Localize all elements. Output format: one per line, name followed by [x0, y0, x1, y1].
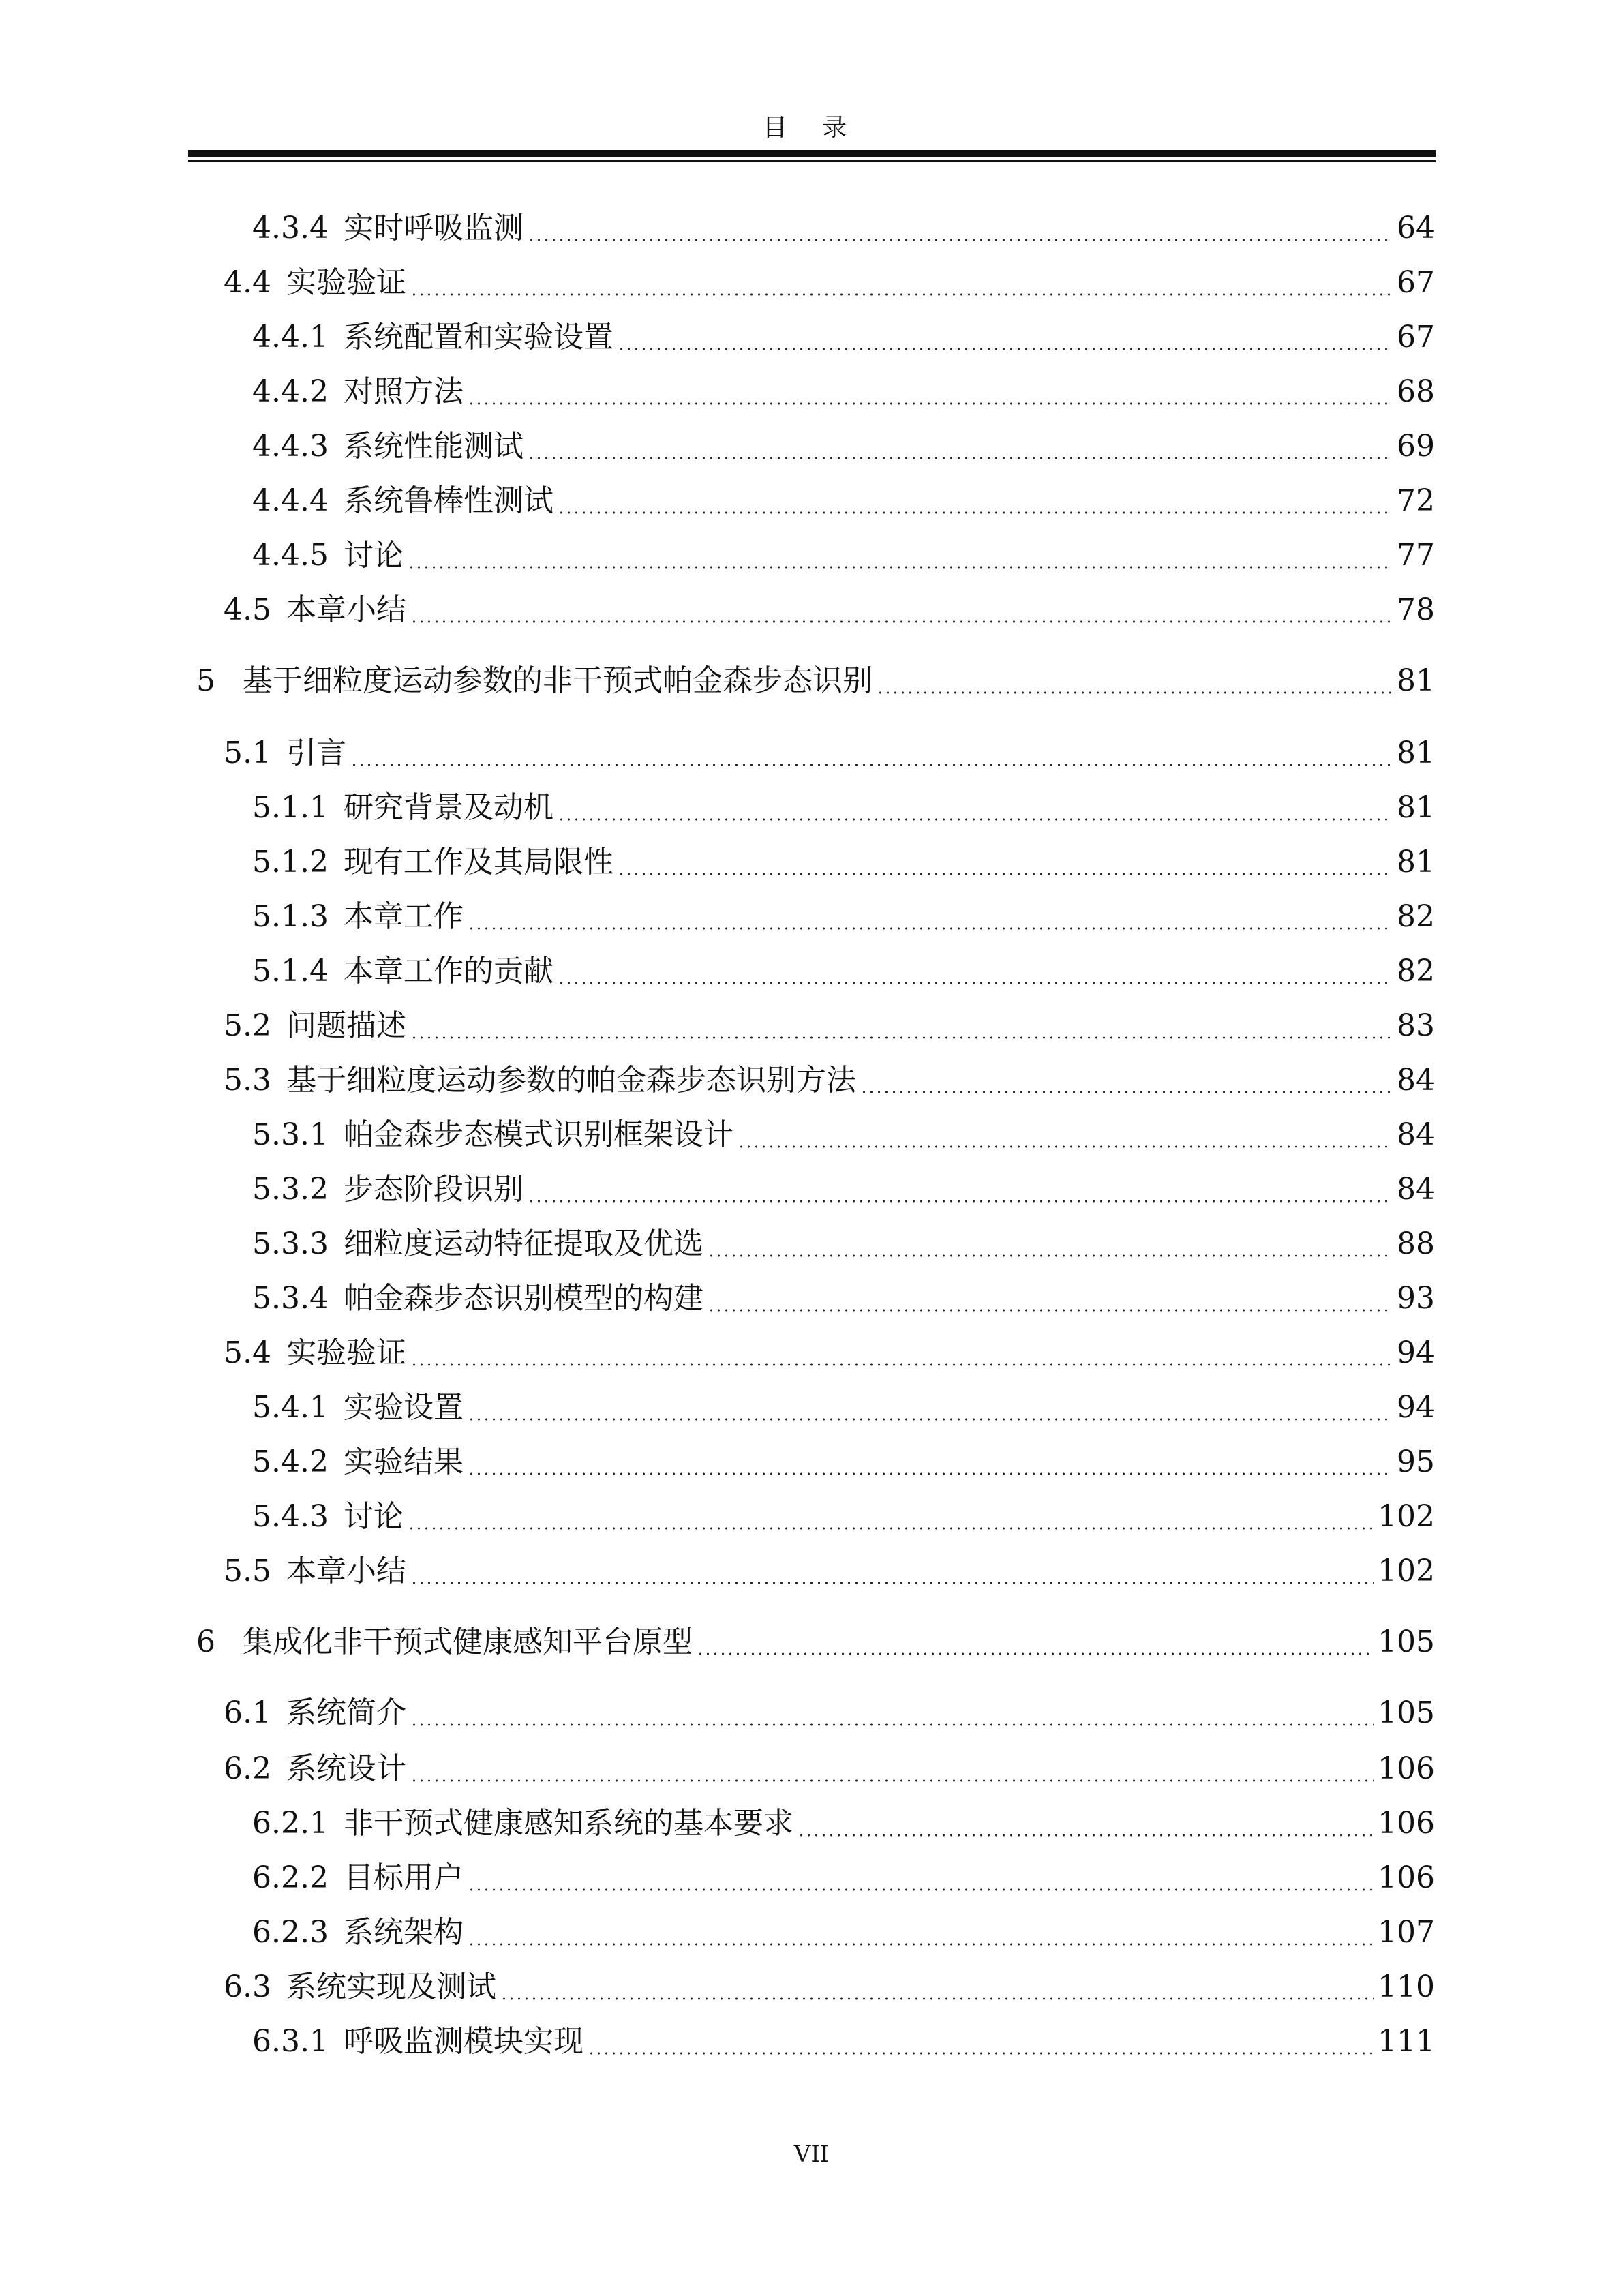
toc-dot-leader: [558, 982, 1393, 984]
toc-dot-leader: [618, 873, 1393, 875]
toc-entry-number: 5.3.1: [252, 1117, 329, 1152]
toc-entry-number: 4.4.2: [252, 374, 329, 409]
toc-entry-title: 实时呼吸监测: [343, 211, 524, 245]
toc-entry[interactable]: [252, 479, 1435, 524]
header-rule-thin: [188, 160, 1436, 162]
toc-entry-page: 81: [1397, 736, 1435, 770]
toc-entry[interactable]: [252, 533, 1435, 578]
toc-entry[interactable]: [224, 1549, 1435, 1594]
toc-entry-page: 110: [1378, 1969, 1435, 2004]
toc-entry-number: 4.4.3: [252, 429, 329, 464]
toc-entry-title: 研究背景及动机: [343, 790, 553, 825]
toc-entry[interactable]: [252, 1801, 1435, 1846]
toc-dot-leader: [860, 1091, 1393, 1093]
toc-entry-title: 系统性能测试: [343, 429, 524, 464]
toc-dot-leader: [877, 691, 1393, 694]
toc-entry-page: 82: [1397, 954, 1435, 988]
toc-entry-page: 81: [1397, 790, 1435, 825]
toc-entry[interactable]: [252, 1113, 1435, 1158]
toc-entry-page: 106: [1378, 1751, 1435, 1786]
toc-dot-leader: [528, 457, 1393, 459]
toc-entry-page: 68: [1397, 374, 1435, 409]
toc-dot-leader: [350, 764, 1393, 766]
toc-entry-number: 5.3.3: [252, 1226, 329, 1261]
toc-entry-number: 6.2: [224, 1751, 271, 1786]
toc-entry[interactable]: [252, 1385, 1435, 1430]
toc-dot-leader: [410, 620, 1393, 623]
toc-entry-page: 67: [1397, 320, 1435, 354]
toc-entry-page: 95: [1397, 1445, 1435, 1479]
toc-entry-title: 本章工作的贡献: [343, 954, 553, 988]
toc-entry-title: 引言: [286, 736, 346, 770]
toc-dot-leader: [410, 293, 1393, 296]
toc-dot-leader: [468, 1888, 1374, 1891]
toc-dot-leader: [410, 1723, 1374, 1726]
toc-dot-leader: [468, 402, 1393, 405]
toc-entry-page: 111: [1378, 2024, 1435, 2059]
toc-entry-number: 5.2: [224, 1008, 271, 1043]
toc-entry[interactable]: [224, 1331, 1435, 1376]
toc-entry[interactable]: [252, 1222, 1435, 1267]
toc-entry[interactable]: [252, 1494, 1435, 1539]
toc-dot-leader: [528, 239, 1393, 241]
toc-dot-leader: [558, 818, 1393, 821]
page-number: VII: [793, 2141, 830, 2168]
toc-dot-leader: [708, 1254, 1393, 1257]
toc-dot-leader: [410, 1779, 1374, 1782]
toc-dot-leader: [410, 1036, 1393, 1039]
toc-dot-leader: [468, 1418, 1393, 1421]
toc-entry[interactable]: [252, 1440, 1435, 1485]
toc-entry-title: 本章工作: [343, 899, 464, 934]
toc-entry-number: 6.2.1: [252, 1806, 329, 1841]
toc-entry-title: 对照方法: [343, 374, 464, 409]
toc-entry-title: 问题描述: [286, 1008, 406, 1043]
toc-entry[interactable]: [252, 1910, 1435, 1955]
toc-entry-number: 4.5: [224, 592, 271, 627]
toc-entry[interactable]: [224, 260, 1435, 305]
toc-entry[interactable]: [252, 206, 1435, 251]
toc-entry-page: 94: [1397, 1390, 1435, 1425]
toc-chapter-entry[interactable]: [196, 1620, 1435, 1665]
toc-entry-title: 集成化非干预式健康感知平台原型: [243, 1625, 693, 1659]
toc-dot-leader: [528, 1200, 1393, 1203]
toc-entry-number: 4.4.5: [252, 538, 329, 573]
toc-entry-title: 基于细粒度运动参数的非干预式帕金森步态识别: [243, 663, 873, 698]
toc-entry[interactable]: [252, 949, 1435, 994]
toc-entry-page: 84: [1397, 1172, 1435, 1207]
toc-entry-number: 6.3.1: [252, 2024, 329, 2059]
toc-entry-title: 现有工作及其局限性: [343, 845, 613, 879]
toc-entry-number: 5.4.3: [252, 1499, 329, 1534]
toc-entry-page: 72: [1397, 483, 1435, 518]
toc-entry-page: 84: [1397, 1063, 1435, 1098]
toc-entry-number: 5.1.4: [252, 954, 329, 988]
toc-entry-number: 6.3: [224, 1969, 271, 2004]
toc-entry-page: 67: [1397, 265, 1435, 300]
toc-entry-page: 84: [1397, 1117, 1435, 1152]
toc-entry-number: 5.4.1: [252, 1390, 329, 1425]
toc-entry-number: 6.2.3: [252, 1915, 329, 1950]
toc-entry-number: 4.4: [224, 265, 271, 300]
toc-entry-title: 讨论: [343, 1499, 404, 1534]
toc-entry-page: 107: [1378, 1915, 1435, 1950]
toc-entry[interactable]: [224, 588, 1435, 633]
toc-dot-leader: [500, 1997, 1374, 2000]
toc-entry-page: 105: [1378, 1695, 1435, 1730]
toc-dot-leader: [408, 566, 1393, 569]
toc-entry-number: 4.4.4: [252, 483, 329, 518]
running-header-title: 目 录: [762, 114, 861, 142]
toc-entry-title: 帕金森步态识别模型的构建: [343, 1281, 703, 1316]
toc-entry-title: 系统简介: [286, 1695, 406, 1730]
toc-entry-page: 94: [1397, 1335, 1435, 1370]
toc-entry-page: 105: [1378, 1625, 1435, 1659]
toc-dot-leader: [588, 2052, 1374, 2055]
toc-dot-leader: [410, 1363, 1393, 1366]
toc-entry-title: 实验验证: [286, 265, 406, 300]
toc-entry-number: 6.1: [224, 1695, 271, 1730]
toc-entry-page: 88: [1397, 1226, 1435, 1261]
toc-entry[interactable]: [224, 1003, 1435, 1048]
toc-entry-title: 基于细粒度运动参数的帕金森步态识别方法: [286, 1063, 856, 1098]
toc-entry-title: 步态阶段识别: [343, 1172, 524, 1207]
toc-entry-title: 帕金森步态模式识别框架设计: [343, 1117, 733, 1152]
toc-entry[interactable]: [252, 840, 1435, 885]
toc-dot-leader: [697, 1652, 1374, 1655]
toc-entry-title: 系统实现及测试: [286, 1969, 496, 2004]
toc-entry-number: 5.1.3: [252, 899, 329, 934]
toc-entry-page: 77: [1397, 538, 1435, 573]
toc-dot-leader: [468, 1472, 1393, 1475]
toc-entry[interactable]: [252, 785, 1435, 830]
toc-entry-page: 106: [1378, 1860, 1435, 1895]
toc-entry-title: 本章小结: [286, 592, 406, 627]
toc-entry-title: 呼吸监测模块实现: [343, 2024, 583, 2059]
toc-entry-page: 82: [1397, 899, 1435, 934]
toc-dot-leader: [408, 1527, 1374, 1530]
toc-entry-page: 102: [1378, 1554, 1435, 1588]
toc-dot-leader: [738, 1145, 1393, 1148]
toc-entry-title: 系统设计: [286, 1751, 406, 1786]
toc-entry-number: 5.1.1: [252, 790, 329, 825]
toc-entry-page: 83: [1397, 1008, 1435, 1043]
toc-entry-number: 6.2.2: [252, 1860, 329, 1895]
toc-entry[interactable]: [224, 1691, 1435, 1736]
toc-entry-number: 5.5: [224, 1554, 271, 1588]
toc-entry-number: 5.4.2: [252, 1445, 329, 1479]
toc-entry-page: 69: [1397, 429, 1435, 464]
toc-entry-number: 5.3.2: [252, 1172, 329, 1207]
toc-dot-leader: [708, 1309, 1393, 1312]
toc-entry-number: 5.3: [224, 1063, 271, 1098]
toc-dot-leader: [468, 1943, 1374, 1946]
toc-entry-title: 实验验证: [286, 1335, 406, 1370]
toc-entry-title: 讨论: [343, 538, 404, 573]
toc-dot-leader: [558, 511, 1393, 514]
toc-entry-title: 实验结果: [343, 1445, 464, 1479]
toc-entry[interactable]: [252, 1167, 1435, 1212]
toc-dot-leader: [798, 1834, 1374, 1837]
toc-dot-leader: [410, 1582, 1374, 1584]
toc-entry-page: 81: [1397, 845, 1435, 879]
toc-entry[interactable]: [252, 424, 1435, 469]
toc-entry-number: 6: [196, 1625, 215, 1659]
toc-entry-page: 93: [1397, 1281, 1435, 1316]
toc-entry-number: 5.3.4: [252, 1281, 329, 1316]
toc-entry-number: 4.4.1: [252, 320, 329, 354]
toc-entry[interactable]: [252, 1856, 1435, 1901]
toc-entry-title: 实验设置: [343, 1390, 464, 1425]
toc-entry-title: 系统配置和实验设置: [343, 320, 613, 354]
toc-entry-title: 非干预式健康感知系统的基本要求: [343, 1806, 793, 1841]
toc-entry[interactable]: [224, 731, 1435, 776]
toc-entry-page: 81: [1397, 663, 1435, 698]
toc-dot-leader: [468, 927, 1393, 930]
toc-entry-title: 系统鲁棒性测试: [343, 483, 553, 518]
toc-entry[interactable]: [252, 894, 1435, 939]
toc-entry[interactable]: [252, 315, 1435, 360]
header-rule-thick: [188, 150, 1436, 157]
toc-chapter-entry[interactable]: [196, 659, 1435, 704]
toc-entry[interactable]: [224, 1747, 1435, 1792]
toc-entry-page: 78: [1397, 592, 1435, 627]
toc-entry-title: 目标用户: [343, 1860, 464, 1895]
toc-dot-leader: [618, 348, 1393, 350]
toc-entry-number: 5.1.2: [252, 845, 329, 879]
toc-entry-title: 系统架构: [343, 1915, 464, 1950]
toc-entry-number: 5: [196, 663, 215, 698]
toc-entry-title: 细粒度运动特征提取及优选: [343, 1226, 703, 1261]
toc-entry-page: 106: [1378, 1806, 1435, 1841]
toc-entry[interactable]: [224, 1965, 1435, 2010]
toc-entry-title: 本章小结: [286, 1554, 406, 1588]
toc-entry[interactable]: [252, 2019, 1435, 2064]
toc-entry-number: 4.3.4: [252, 211, 329, 245]
toc-entry[interactable]: [252, 369, 1435, 414]
toc-entry[interactable]: [252, 1276, 1435, 1321]
toc-entry-page: 102: [1378, 1499, 1435, 1534]
toc-entry-number: 5.1: [224, 736, 271, 770]
toc-entry-page: 64: [1397, 211, 1435, 245]
toc-entry[interactable]: [224, 1058, 1435, 1103]
toc-entry-number: 5.4: [224, 1335, 271, 1370]
